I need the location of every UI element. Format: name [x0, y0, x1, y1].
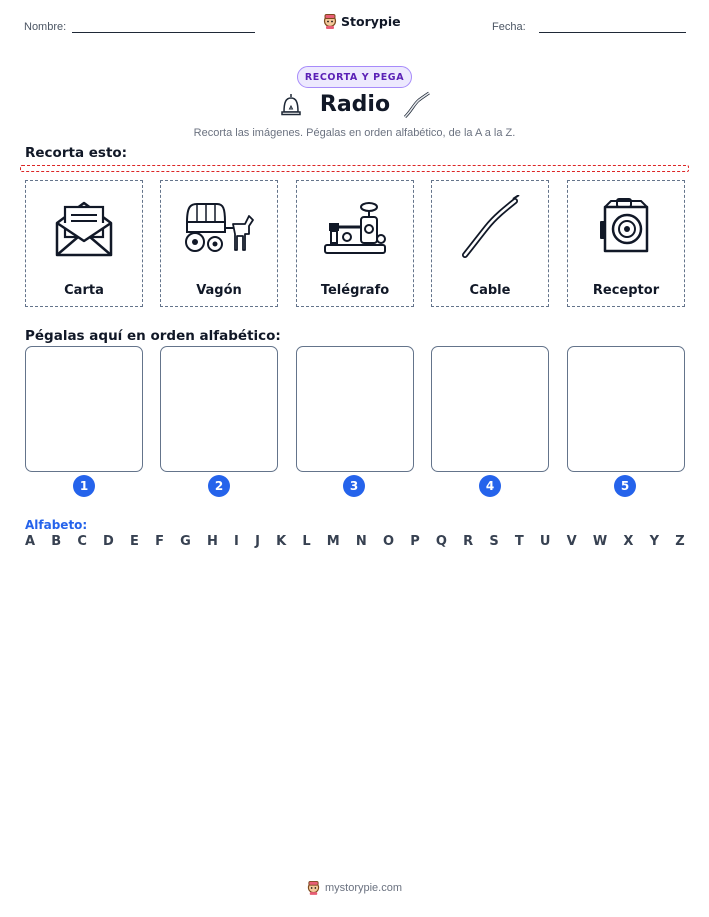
envelope-icon — [53, 197, 115, 259]
alphabet-letter: I — [234, 534, 239, 549]
alphabet-letter: W — [592, 534, 608, 549]
cable-title-icon — [402, 90, 432, 120]
brand-name: Storypie — [341, 13, 401, 29]
alphabet-letter: J — [255, 534, 260, 549]
alphabet-letter: L — [302, 534, 311, 549]
slot-number-3: 3 — [343, 475, 365, 497]
paste-slot-1[interactable] — [25, 346, 143, 472]
paste-slot-3[interactable] — [296, 346, 414, 472]
alphabet-letter: S — [489, 534, 499, 549]
alphabet-letter: U — [539, 534, 551, 549]
alphabet-letter: X — [623, 534, 634, 549]
slot-number-4: 4 — [479, 475, 501, 497]
alphabet-letter: M — [326, 534, 340, 549]
alphabet-row — [25, 534, 685, 549]
alphabet-letter: Y — [649, 534, 660, 549]
activity-badge: RECORTA Y PEGA — [297, 66, 412, 88]
alphabet-letter: F — [155, 534, 164, 549]
name-label: Nombre: — [24, 21, 67, 33]
alphabet-letter: H — [206, 534, 218, 549]
paste-slot-2[interactable] — [160, 346, 278, 472]
alphabet-letter: D — [103, 534, 114, 549]
slot-number-1: 1 — [73, 475, 95, 497]
page-title: Radio — [319, 92, 391, 117]
footer-url[interactable]: mystorypie.com — [324, 881, 403, 894]
slot-number-2: 2 — [208, 475, 230, 497]
storypie-mascot-icon — [307, 880, 320, 895]
alphabet-letter: A — [25, 534, 36, 549]
storypie-mascot-icon — [323, 13, 337, 29]
date-label: Fecha: — [492, 21, 526, 33]
instructions: Recorta las imágenes. Pégalas en orden alfabético, de la A a la Z. — [193, 127, 516, 139]
alphabet-letter: G — [180, 534, 191, 549]
cut-heading: Recorta esto: — [25, 145, 128, 161]
alphabet-letter: N — [355, 534, 367, 549]
alphabet-letter: C — [77, 534, 87, 549]
alphabet-letter: Z — [675, 534, 685, 549]
covered-wagon-icon — [183, 200, 255, 256]
card-vagon[interactable] — [160, 180, 278, 307]
cut-line — [20, 165, 689, 172]
card-label: Carta — [64, 283, 104, 298]
receiver-icon — [597, 197, 655, 259]
date-field[interactable] — [539, 32, 686, 33]
telegraph-icon — [321, 199, 389, 257]
alphabet-letter: V — [566, 534, 577, 549]
alphabet-letter: E — [130, 534, 139, 549]
card-label: Cable — [469, 283, 511, 298]
footer — [0, 880, 709, 895]
card-receptor[interactable] — [567, 180, 685, 307]
card-label: Receptor — [592, 283, 660, 298]
name-field[interactable] — [72, 32, 255, 33]
brand-logo — [323, 13, 401, 29]
alphabet-letter: Q — [435, 534, 447, 549]
alphabet-letter: K — [276, 534, 287, 549]
card-cable[interactable] — [431, 180, 549, 307]
card-telegrafo[interactable] — [296, 180, 414, 307]
alphabet-letter: B — [51, 534, 62, 549]
cable-icon — [457, 195, 523, 261]
alphabet-letter: R — [463, 534, 474, 549]
alphabet-letter: O — [382, 534, 395, 549]
alphabet-letter: P — [410, 534, 420, 549]
slot-number-5: 5 — [614, 475, 636, 497]
paste-slot-5[interactable] — [567, 346, 685, 472]
card-carta[interactable] — [25, 180, 143, 307]
paste-heading: Pégalas aquí en orden alfabético: — [25, 328, 281, 344]
alphabet-letter: T — [514, 534, 524, 549]
alphabet-heading: Alfabeto: — [25, 518, 88, 532]
paste-slot-4[interactable] — [431, 346, 549, 472]
card-label: Telégrafo — [320, 283, 390, 298]
card-label: Vagón — [196, 283, 242, 298]
